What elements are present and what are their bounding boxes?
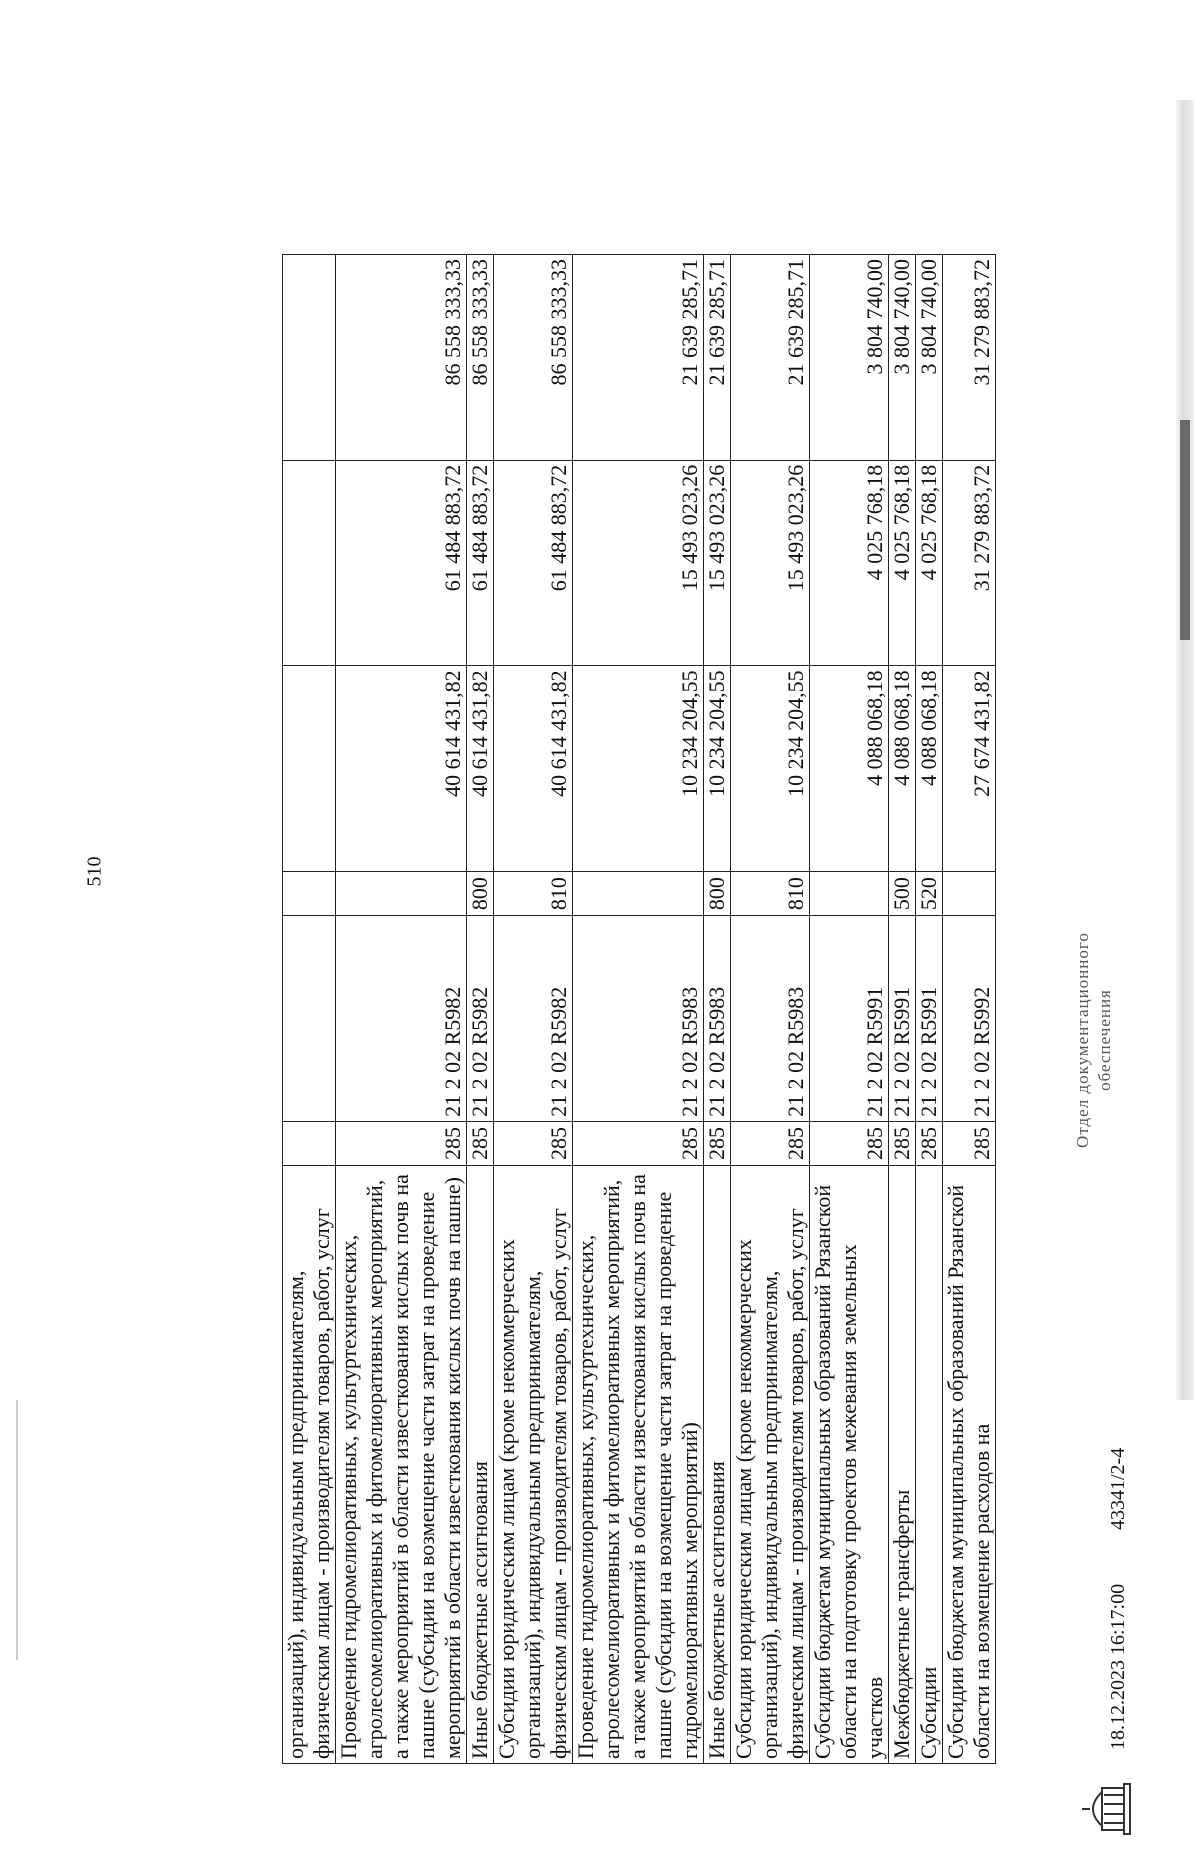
cell-amount-year-2	[283, 460, 336, 666]
cell-amount-year-2: 15 493 023,26	[573, 460, 704, 666]
cell-amount-year-3: 21 639 285,71	[573, 255, 704, 461]
cell-amount-year-2: 61 484 883,72	[467, 460, 494, 666]
cell-target-article: 21 2 02 R5991	[916, 916, 943, 1122]
table-row	[573, 255, 704, 1764]
cell-amount-year-3: 3 804 740,00	[889, 255, 916, 461]
cell-name: Субсидии юридическим лицам (кроме некоммерческих организаций), индивидуальным предпринимателям, физическим лицам - производителям товаров, работ, услуг	[731, 1166, 810, 1764]
cell-admin-code: 285	[467, 1121, 494, 1165]
cell-name: Межбюджетные трансферты	[889, 1166, 916, 1764]
budget-table-body	[283, 255, 996, 1764]
cell-admin-code: 285	[731, 1121, 810, 1165]
cell-amount-year-2: 4 025 768,18	[810, 460, 889, 666]
cell-expense-type: 800	[467, 872, 494, 916]
cell-expense-type: 500	[889, 872, 916, 916]
table-row	[494, 255, 573, 1764]
cell-name: Субсидии юридическим лицам (кроме некоммерческих организаций), индивидуальным предпринимателям, физическим лицам - производителям товаров, работ, услуг	[494, 1166, 573, 1764]
cell-amount-year-1: 10 234 204,55	[573, 666, 704, 872]
cell-admin-code	[283, 1121, 336, 1165]
table-row	[889, 255, 916, 1764]
cell-amount-year-2: 4 025 768,18	[889, 460, 916, 666]
table-row	[810, 255, 889, 1764]
cell-expense-type	[573, 872, 704, 916]
cell-target-article: 21 2 02 R5982	[467, 916, 494, 1122]
cell-admin-code: 285	[494, 1121, 573, 1165]
table-row	[467, 255, 494, 1764]
cell-name: Проведение гидромелиоративных, культуртехнических, агролесомелиоративных и фитомелиоративных мероприятий, а также мероприятий в области известкования кислых почв на пашне (субсидии на возмещение части затрат на проведение гидромелиоративных мероприятий)	[573, 1166, 704, 1764]
cell-expense-type	[336, 872, 467, 916]
cell-amount-year-3	[283, 255, 336, 461]
cell-target-article: 21 2 02 R5983	[573, 916, 704, 1122]
footer-datetime: 18.12.2023 16:17:00	[1107, 1583, 1129, 1750]
table-row	[283, 255, 336, 1764]
cell-amount-year-2: 15 493 023,26	[731, 460, 810, 666]
table-row	[731, 255, 810, 1764]
cell-target-article: 21 2 02 R5992	[943, 916, 996, 1122]
cell-name: Субсидии	[916, 1166, 943, 1764]
table-row	[336, 255, 467, 1764]
building-emblem-icon	[1080, 1780, 1136, 1838]
table-row	[943, 255, 996, 1764]
cell-name: Иные бюджетные ассигнования	[704, 1166, 731, 1764]
cell-amount-year-1: 40 614 431,82	[494, 666, 573, 872]
cell-expense-type	[810, 872, 889, 916]
cell-amount-year-3: 3 804 740,00	[916, 255, 943, 461]
cell-admin-code: 285	[943, 1121, 996, 1165]
cell-amount-year-3: 21 639 285,71	[704, 255, 731, 461]
cell-amount-year-1	[283, 666, 336, 872]
cell-target-article	[283, 916, 336, 1122]
cell-expense-type: 810	[494, 872, 573, 916]
cell-expense-type	[283, 872, 336, 916]
cell-amount-year-1: 4 088 068,18	[916, 666, 943, 872]
cell-amount-year-1: 27 674 431,82	[943, 666, 996, 872]
cell-amount-year-1: 4 088 068,18	[889, 666, 916, 872]
cell-target-article: 21 2 02 R5982	[494, 916, 573, 1122]
cell-target-article: 21 2 02 R5982	[336, 916, 467, 1122]
cell-amount-year-1: 40 614 431,82	[467, 666, 494, 872]
page-number: 510	[83, 856, 106, 887]
cell-target-article: 21 2 02 R5983	[704, 916, 731, 1122]
cell-amount-year-2: 61 484 883,72	[336, 460, 467, 666]
cell-amount-year-2: 61 484 883,72	[494, 460, 573, 666]
table-row	[916, 255, 943, 1764]
cell-amount-year-2: 4 025 768,18	[916, 460, 943, 666]
stamp-line-1: Отдел документационного	[1073, 932, 1092, 1148]
cell-amount-year-1: 10 234 204,55	[731, 666, 810, 872]
cell-admin-code: 285	[704, 1121, 731, 1165]
budget-table	[282, 254, 996, 1764]
cell-amount-year-2: 15 493 023,26	[704, 460, 731, 666]
cell-name: Проведение гидромелиоративных, культуртехнических, агролесомелиоративных и фитомелиоративных мероприятий, а также мероприятий в области известкования кислых почв на пашне (субсидии на возмещение части затрат на проведение мероприятий в области известкования кислых почв на пашне)	[336, 1166, 467, 1764]
cell-amount-year-1: 4 088 068,18	[810, 666, 889, 872]
footer-doc-code: 43341/2-4	[1107, 1447, 1129, 1530]
cell-name: Субсидии бюджетам муниципальных образований Рязанской области на возмещение расходов на	[943, 1166, 996, 1764]
cell-expense-type: 520	[916, 872, 943, 916]
department-stamp	[1072, 870, 1116, 1210]
cell-amount-year-1: 40 614 431,82	[336, 666, 467, 872]
cell-target-article: 21 2 02 R5983	[731, 916, 810, 1122]
cell-name: Иные бюджетные ассигнования	[467, 1166, 494, 1764]
stamp-line-2: обеспечения	[1095, 989, 1114, 1091]
cell-amount-year-3: 86 558 333,33	[467, 255, 494, 461]
cell-name: Субсидии бюджетам муниципальных образований Рязанской области на подготовку проектов межевания земельных участков	[810, 1166, 889, 1764]
cell-target-article: 21 2 02 R5991	[810, 916, 889, 1122]
cell-amount-year-2: 31 279 883,72	[943, 460, 996, 666]
cell-admin-code: 285	[916, 1121, 943, 1165]
cell-name: организаций), индивидуальным предпринимателям, физическим лицам - производителям товаров, работ, услуг	[283, 1166, 336, 1764]
cell-amount-year-3: 31 279 883,72	[943, 255, 996, 461]
landscape-sheet	[282, 230, 1162, 1850]
cell-amount-year-3: 21 639 285,71	[731, 255, 810, 461]
cell-amount-year-3: 86 558 333,33	[494, 255, 573, 461]
cell-admin-code: 285	[336, 1121, 467, 1165]
cell-expense-type: 810	[731, 872, 810, 916]
cell-expense-type	[943, 872, 996, 916]
cell-expense-type: 800	[704, 872, 731, 916]
cell-amount-year-1: 10 234 204,55	[704, 666, 731, 872]
cell-admin-code: 285	[573, 1121, 704, 1165]
cell-amount-year-3: 86 558 333,33	[336, 255, 467, 461]
cell-target-article: 21 2 02 R5991	[889, 916, 916, 1122]
cell-admin-code: 285	[889, 1121, 916, 1165]
cell-admin-code: 285	[810, 1121, 889, 1165]
cell-amount-year-3: 3 804 740,00	[810, 255, 889, 461]
table-row	[704, 255, 731, 1764]
